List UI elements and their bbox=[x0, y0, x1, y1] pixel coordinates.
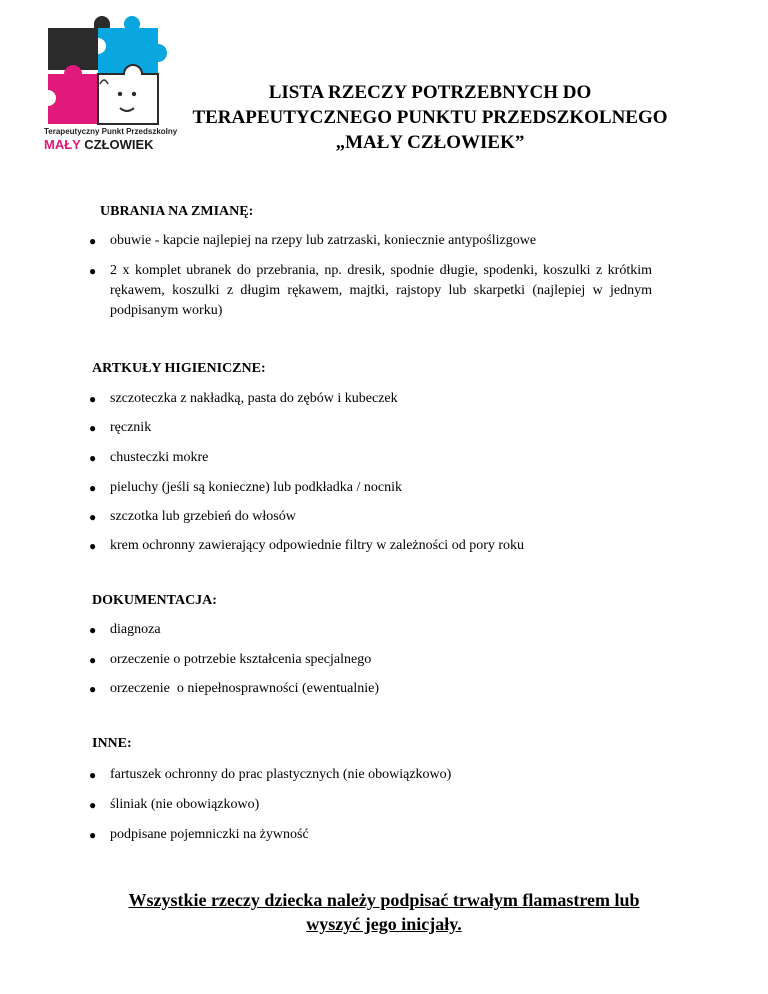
section-heading-hygiene: ARTKUŁY HIGIENICZNE: bbox=[92, 361, 266, 376]
list-item: ● diagnoza bbox=[110, 620, 161, 640]
logo-name bbox=[44, 137, 154, 152]
list-item: ● fartuszek ochronny do prac plastycznych (nie obowiązkowo) bbox=[110, 765, 451, 785]
list-item: ● szczoteczka z nakładką, pasta do zębów i kubeczek bbox=[110, 389, 398, 409]
bullet-icon: ● bbox=[89, 234, 97, 248]
logo-name-part1: MAŁY bbox=[44, 137, 81, 152]
list-item: ● 2 x komplet ubranek do przebrania, np. dresik, spodnie długie, spodenki, koszulki z krótkim rękawem, koszulki z długim rękawem, majtki, rajstopy lub skarpetki (najlepiej w jednym podpisanym worku) bbox=[89, 263, 652, 318]
list-item: ● obuwie - kapcie najlepiej na rzepy lub zatrzaski, koniecznie antypoślizgowe bbox=[110, 231, 536, 251]
bullet-icon: ● bbox=[89, 623, 97, 637]
list-item: ● podpisane pojemniczki na żywność bbox=[110, 825, 309, 845]
list-item: ● szczotka lub grzebień do włosów bbox=[110, 507, 296, 527]
logo-subtitle: Terapeutyczny Punkt Przedszkolny bbox=[44, 127, 178, 136]
title-line-3: „MAŁY CZŁOWIEK” bbox=[335, 132, 525, 153]
list-item: ● orzeczenie o potrzebie kształcenia specjalnego bbox=[110, 650, 371, 670]
list-item: ● krem ochronny zawierający odpowiednie filtry w zależności od pory roku bbox=[110, 536, 524, 556]
list-item: ● pieluchy (jeśli są konieczne) lub podkładka / nocnik bbox=[110, 478, 402, 498]
section-heading-other: INNE: bbox=[92, 736, 132, 751]
section-heading-docs: DOKUMENTACJA: bbox=[92, 593, 217, 608]
title-line-1: LISTA RZECZY POTRZEBNYCH DO bbox=[268, 82, 592, 103]
bullet-icon: ● bbox=[89, 421, 97, 435]
bullet-icon: ● bbox=[89, 451, 97, 465]
bullet-icon: ● bbox=[89, 481, 97, 495]
bullet-icon: ● bbox=[89, 264, 97, 278]
list-item: ● chusteczki mokre bbox=[110, 448, 208, 468]
bullet-icon: ● bbox=[89, 768, 97, 782]
footer-note bbox=[0, 888, 768, 936]
bullet-icon: ● bbox=[89, 798, 97, 812]
bullet-icon: ● bbox=[89, 539, 97, 553]
bullet-icon: ● bbox=[89, 682, 97, 696]
bullet-icon: ● bbox=[89, 510, 97, 524]
section-heading-clothes: UBRANIA NA ZMIANĘ: bbox=[100, 204, 254, 219]
page-title bbox=[150, 80, 710, 155]
bullet-icon: ● bbox=[89, 653, 97, 667]
footer-line-1: Wszystkie rzeczy dziecka należy podpisać trwałym flamastrem lub bbox=[128, 890, 640, 910]
logo-name-part2: CZŁOWIEK bbox=[84, 137, 154, 152]
list-item: ● ręcznik bbox=[110, 418, 151, 438]
bullet-icon: ● bbox=[89, 828, 97, 842]
footer-line-2: wyszyć jego inicjały. bbox=[306, 914, 462, 934]
bullet-icon: ● bbox=[89, 392, 97, 406]
list-item: ● śliniak (nie obowiązkowo) bbox=[110, 795, 259, 815]
title-line-2: TERAPEUTYCZNEGO PUNKTU PRZEDSZKOLNEGO bbox=[192, 107, 668, 128]
list-item: ● orzeczenie o niepełnosprawności (ewentualnie) bbox=[110, 679, 379, 699]
